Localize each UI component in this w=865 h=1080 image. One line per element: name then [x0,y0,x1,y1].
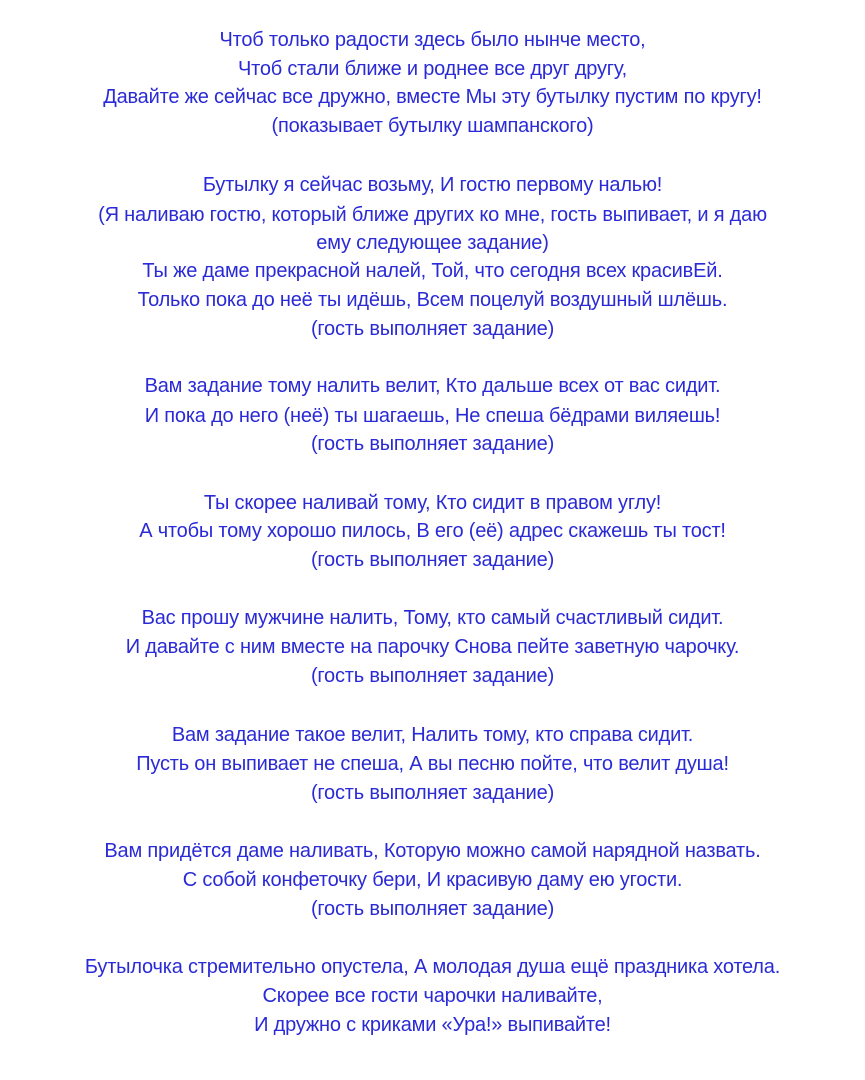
poem-line: А чтобы тому хорошо пилось, В его (её) адрес скажешь ты тост! [139,520,726,542]
poem-line: Бутылочка стремительно опустела, А молодая душа ещё праздника хотела. [84,956,781,978]
stage-direction: ему следующее задание) [316,232,549,254]
poem-line: Давайте же сейчас все дружно, вместе Мы эту бутылку пустим по кругу! [103,86,762,108]
poem-line: Бутылку я сейчас возьму, И гостю первому налью! [202,174,663,196]
poem-line: И дружно с криками «Ура!» выпивайте! [254,1014,611,1036]
poem-line: Вам придётся даме наливать, Которую можно самой нарядной назвать. [104,840,761,862]
stage-direction: (гость выполняет задание) [310,665,555,687]
poem-line: Вас прошу мужчине налить, Тому, кто самый счастливый сидит. [141,607,724,629]
poem-line: Вам задание такое велит, Налить тому, кто справа сидит. [171,724,694,746]
stage-direction: (гость выполняет задание) [310,898,555,920]
poem-line: Чтоб стали ближе и роднее все друг другу, [237,58,628,80]
poem-line: Скорее все гости чарочки наливайте, [262,985,603,1007]
poem-line: Пусть он выпивает не спеша, А вы песню пойте, что велит душа! [136,753,729,775]
stage-direction: (гость выполняет задание) [310,433,555,455]
stage-direction: (показывает бутылку шампанского) [271,115,594,137]
stage-direction: (гость выполняет задание) [310,549,555,571]
poem-line: Ты же даме прекрасной налей, Той, что сегодня всех красивЕй. [142,260,723,282]
poem-line: С собой конфеточку бери, И красивую даму ею угости. [182,869,683,891]
poem-line: И давайте с ним вместе на парочку Снова пейте заветную чарочку. [125,636,740,658]
poem-line: Только пока до неё ты идёшь, Всем поцелуй воздушный шлёшь. [137,289,728,311]
poem-line: Вам задание тому налить велит, Кто дальше всех от вас сидит. [144,375,721,397]
poem-line: Ты скорее наливай тому, Кто сидит в правом углу! [203,492,662,514]
stage-direction: (гость выполняет задание) [310,782,555,804]
poem-line: Чтоб только радости здесь было нынче место, [219,29,646,51]
stage-direction: (Я наливаю гостю, который ближе других ко мне, гость выпивает, и я даю [98,204,767,226]
stage-direction: (гость выполняет задание) [310,318,555,340]
poem-line: И пока до него (неё) ты шагаешь, Не спеша бёдрами виляешь! [144,405,721,427]
